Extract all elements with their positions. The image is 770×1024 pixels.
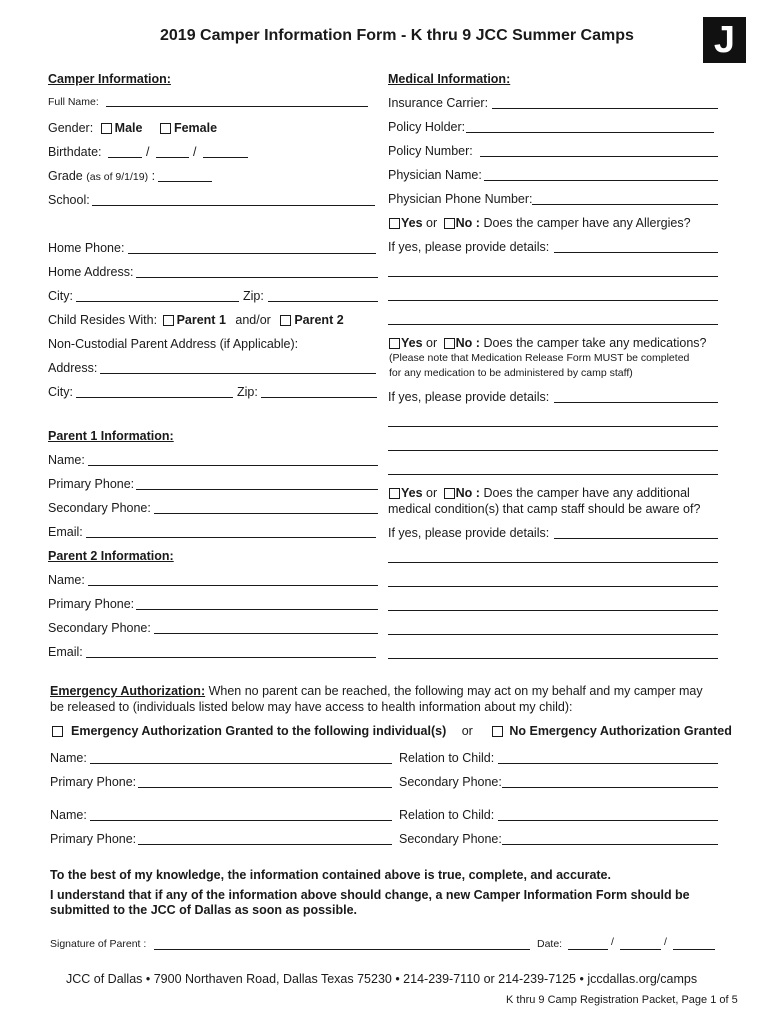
school-label: School: bbox=[48, 193, 90, 207]
allergies-details-label: If yes, please provide details: bbox=[388, 240, 550, 254]
parent1-option: Parent 1 bbox=[176, 313, 226, 327]
allergies-details-field[interactable] bbox=[554, 252, 718, 253]
physician-name-field[interactable] bbox=[484, 180, 718, 181]
e1-name-field[interactable] bbox=[90, 763, 392, 764]
full-name-label: Full Name: bbox=[48, 96, 99, 108]
emergency-heading: Emergency Authorization: bbox=[50, 684, 206, 698]
cond-question-1: Does the camper have any additional bbox=[483, 486, 690, 500]
parent2-checkbox[interactable] bbox=[280, 315, 291, 326]
meds-details-line-2[interactable] bbox=[388, 426, 718, 427]
conditions-row: Yes or No : Does the camper have any additional bbox=[389, 486, 690, 500]
gender-label: Gender: Male Female bbox=[48, 121, 218, 135]
zip-field[interactable] bbox=[268, 301, 378, 302]
nc-zip-label: Zip: bbox=[237, 385, 258, 399]
zip-label: Zip: bbox=[243, 289, 264, 303]
p1-name-label: Name: bbox=[48, 453, 85, 467]
policy-holder-label: Policy Holder: bbox=[388, 120, 466, 134]
footer-page: K thru 9 Camp Registration Packet, Page 1 of 5 bbox=[506, 994, 738, 1006]
e1-primary-label: Primary Phone: bbox=[50, 775, 137, 789]
allergies-yes-checkbox[interactable] bbox=[389, 218, 400, 229]
e2-name-label: Name: bbox=[50, 808, 87, 822]
emergency-text-2: be released to (individuals listed below may have access to health information about my child): bbox=[50, 700, 573, 714]
allergies-details-line-4[interactable] bbox=[388, 324, 718, 325]
meds-note-1: (Please note that Medication Release Form MUST be completed bbox=[389, 352, 690, 364]
insurance-field[interactable] bbox=[492, 108, 718, 109]
emergency-not-granted-checkbox[interactable] bbox=[492, 726, 503, 737]
p1-name-field[interactable] bbox=[88, 465, 378, 466]
footer-address: JCC of Dallas • 7900 Northaven Road, Dallas Texas 75230 • 214-239-7110 or 214-239-7125 • jccdallas.org/camps bbox=[66, 972, 698, 986]
parent2-heading: Parent 2 Information: bbox=[48, 549, 174, 563]
female-label: Female bbox=[173, 121, 218, 135]
cond-details-label: If yes, please provide details: bbox=[388, 526, 550, 540]
nc-zip-field[interactable] bbox=[261, 397, 377, 398]
e2-name-field[interactable] bbox=[90, 820, 392, 821]
e2-relation-field[interactable] bbox=[498, 820, 718, 821]
p1-email-label: Email: bbox=[48, 525, 83, 539]
school-field[interactable] bbox=[92, 205, 375, 206]
home-address-label: Home Address: bbox=[48, 265, 134, 279]
e1-relation-label: Relation to Child: bbox=[399, 751, 495, 765]
e2-primary-label: Primary Phone: bbox=[50, 832, 137, 846]
e1-secondary-field[interactable] bbox=[502, 787, 718, 788]
p2-secondary-field[interactable] bbox=[154, 633, 378, 634]
allergies-row: Yes or No : Does the camper have any Allergies? bbox=[389, 216, 691, 230]
grade-field[interactable] bbox=[158, 181, 212, 182]
home-phone-label: Home Phone: bbox=[48, 241, 125, 255]
jcc-logo: J bbox=[703, 17, 746, 63]
date-label: Date: bbox=[537, 938, 563, 950]
cond-yes-checkbox[interactable] bbox=[389, 488, 400, 499]
insurance-label: Insurance Carrier: bbox=[388, 96, 489, 110]
p1-primary-field[interactable] bbox=[136, 489, 378, 490]
e1-name-label: Name: bbox=[50, 751, 87, 765]
e1-secondary-label: Secondary Phone: bbox=[399, 775, 502, 789]
meds-details-field[interactable] bbox=[554, 402, 718, 403]
emergency-text-1: Emergency Authorization: When no parent can be reached, the following may act on my behalf and my camper may bbox=[50, 684, 703, 698]
p2-email-label: Email: bbox=[48, 645, 83, 659]
e2-relation-label: Relation to Child: bbox=[399, 808, 495, 822]
policy-number-field[interactable] bbox=[480, 156, 718, 157]
sign-slash-2: / bbox=[664, 936, 667, 948]
nc-address-field[interactable] bbox=[100, 373, 376, 374]
attest-line-3: submitted to the JCC of Dallas as soon as possible. bbox=[50, 903, 358, 917]
attest-line-1: To the best of my knowledge, the information contained above is true, complete, and accurate. bbox=[50, 868, 611, 882]
male-label: Male bbox=[114, 121, 143, 135]
policy-holder-field[interactable] bbox=[466, 132, 714, 133]
meds-no-checkbox[interactable] bbox=[444, 338, 455, 349]
nc-address-label: Address: bbox=[48, 361, 98, 375]
cond-details-line-3[interactable] bbox=[388, 586, 718, 587]
cond-details-line-4[interactable] bbox=[388, 610, 718, 611]
cond-no-checkbox[interactable] bbox=[444, 488, 455, 499]
physician-phone-label: Physician Phone Number: bbox=[388, 192, 533, 206]
page-title: 2019 Camper Information Form - K thru 9 JCC Summer Camps bbox=[160, 27, 634, 44]
e2-secondary-label: Secondary Phone: bbox=[399, 832, 502, 846]
meds-details-line-3[interactable] bbox=[388, 450, 718, 451]
allergies-no-checkbox[interactable] bbox=[444, 218, 455, 229]
medications-row: Yes or No : Does the camper take any medications? bbox=[389, 336, 707, 350]
nc-city-field[interactable] bbox=[76, 397, 233, 398]
female-checkbox[interactable] bbox=[160, 123, 171, 134]
emergency-granted-label: Emergency Authorization Granted to the following individual(s) bbox=[71, 724, 447, 738]
birth-month-field[interactable] bbox=[108, 157, 142, 158]
cond-details-line-6[interactable] bbox=[388, 658, 718, 659]
e1-primary-field[interactable] bbox=[138, 787, 392, 788]
male-checkbox[interactable] bbox=[101, 123, 112, 134]
sign-year-field[interactable] bbox=[673, 949, 715, 950]
signature-field[interactable] bbox=[154, 949, 530, 950]
home-address-field[interactable] bbox=[136, 277, 378, 278]
meds-question: Does the camper take any medications? bbox=[483, 336, 707, 350]
grade-note: (as of 9/1/19) bbox=[86, 171, 149, 183]
birth-day-field[interactable] bbox=[156, 157, 189, 158]
resides-with-row: Child Resides With: Parent 1 and/or Parent 2 bbox=[48, 313, 344, 327]
physician-phone-field[interactable] bbox=[532, 204, 718, 205]
sign-day-field[interactable] bbox=[620, 949, 661, 950]
emergency-options-row: Emergency Authorization Granted to the following individual(s) or No Emergency Authorization Granted bbox=[52, 724, 732, 738]
cond-details-line-5[interactable] bbox=[388, 634, 718, 635]
cond-question-2: medical condition(s) that camp staff should be aware of? bbox=[388, 502, 701, 516]
city-field[interactable] bbox=[76, 301, 239, 302]
parent1-heading: Parent 1 Information: bbox=[48, 429, 174, 443]
nc-city-label: City: bbox=[48, 385, 73, 399]
policy-number-label: Policy Number: bbox=[388, 144, 473, 158]
grade-label: Grade (as of 9/1/19) : bbox=[48, 169, 156, 183]
noncustodial-label: Non-Custodial Parent Address (if Applicable): bbox=[48, 337, 299, 351]
p2-name-label: Name: bbox=[48, 573, 85, 587]
meds-details-line-4[interactable] bbox=[388, 474, 718, 475]
home-phone-field[interactable] bbox=[128, 253, 376, 254]
city-label: City: bbox=[48, 289, 73, 303]
p2-email-field[interactable] bbox=[86, 657, 376, 658]
e2-primary-field[interactable] bbox=[138, 844, 392, 845]
p1-secondary-label: Secondary Phone: bbox=[48, 501, 151, 515]
sign-slash-1: / bbox=[611, 936, 614, 948]
p1-secondary-field[interactable] bbox=[154, 513, 378, 514]
full-name-field[interactable] bbox=[106, 106, 368, 107]
allergies-details-line-2[interactable] bbox=[388, 276, 718, 277]
emergency-not-granted-label: No Emergency Authorization Granted bbox=[509, 724, 732, 738]
e2-secondary-field[interactable] bbox=[502, 844, 718, 845]
meds-details-label: If yes, please provide details: bbox=[388, 390, 550, 404]
e1-relation-field[interactable] bbox=[498, 763, 718, 764]
birth-slash-2: / bbox=[193, 145, 197, 159]
p2-primary-label: Primary Phone: bbox=[48, 597, 135, 611]
allergies-question: Does the camper have any Allergies? bbox=[483, 216, 691, 230]
emergency-granted-checkbox[interactable] bbox=[52, 726, 63, 737]
signature-label: Signature of Parent : bbox=[50, 938, 147, 950]
p1-primary-label: Primary Phone: bbox=[48, 477, 135, 491]
cond-details-line-2[interactable] bbox=[388, 562, 718, 563]
meds-note-2: for any medication to be administered by camp staff) bbox=[389, 367, 633, 379]
physician-name-label: Physician Name: bbox=[388, 168, 482, 182]
birthdate-label: Birthdate: bbox=[48, 145, 102, 159]
p2-secondary-label: Secondary Phone: bbox=[48, 621, 151, 635]
meds-yes-checkbox[interactable] bbox=[389, 338, 400, 349]
parent1-checkbox[interactable] bbox=[163, 315, 174, 326]
p2-name-field[interactable] bbox=[88, 585, 378, 586]
p2-primary-field[interactable] bbox=[136, 609, 378, 610]
parent2-option: Parent 2 bbox=[294, 313, 344, 327]
camper-info-heading: Camper Information: bbox=[48, 72, 171, 86]
sign-month-field[interactable] bbox=[568, 949, 608, 950]
birth-slash-1: / bbox=[146, 145, 150, 159]
cond-details-field[interactable] bbox=[554, 538, 718, 539]
birth-year-field[interactable] bbox=[203, 157, 248, 158]
attest-line-2: I understand that if any of the information above should change, a new Camper Information Form should be bbox=[50, 888, 690, 902]
p1-email-field[interactable] bbox=[86, 537, 376, 538]
allergies-details-line-3[interactable] bbox=[388, 300, 718, 301]
medical-info-heading: Medical Information: bbox=[388, 72, 511, 86]
